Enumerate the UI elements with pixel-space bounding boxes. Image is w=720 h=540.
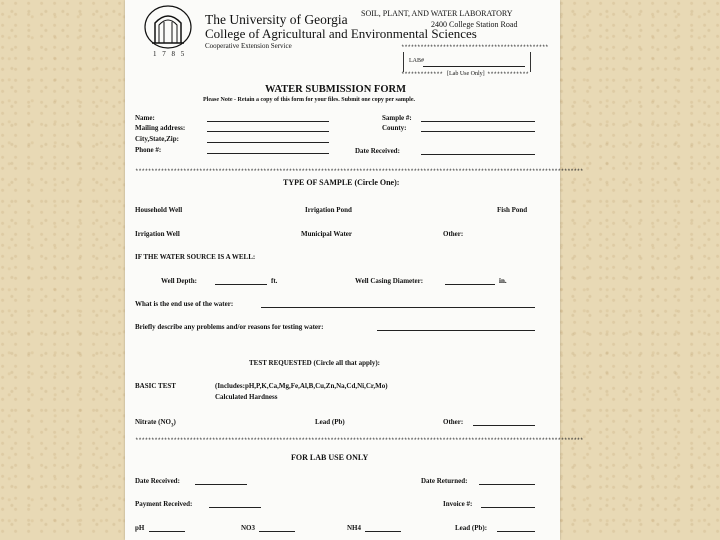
ph-label: pH bbox=[135, 524, 145, 532]
well-depth-field[interactable] bbox=[215, 284, 267, 285]
lab-name: SOIL, PLANT, AND WATER LABORATORY bbox=[361, 9, 513, 18]
form-title: WATER SUBMISSION FORM bbox=[265, 84, 406, 95]
form-note: Please Note - Retain a copy of this form for your files. Submit one copy per sample. bbox=[203, 97, 415, 103]
nitrate-option[interactable] bbox=[135, 418, 176, 428]
city-label: City,State,Zip: bbox=[135, 135, 179, 143]
well-depth-unit: ft. bbox=[271, 277, 278, 285]
no3-field[interactable] bbox=[259, 531, 295, 532]
fish-pond-option[interactable]: Fish Pond bbox=[497, 206, 528, 214]
nh4-field[interactable] bbox=[365, 531, 401, 532]
name-field[interactable] bbox=[207, 121, 329, 122]
name-label: Name: bbox=[135, 114, 155, 122]
sample-field[interactable] bbox=[421, 121, 535, 122]
basic-test-includes: (Includes:pH,P,K,Ca,Mg,Fe,Al,B,Cu,Zn,Na,Cd,Ni,Cr,Mo) bbox=[215, 382, 388, 390]
payment-field[interactable] bbox=[209, 507, 261, 508]
lab-box-left-border bbox=[403, 52, 404, 72]
no3-label: NO3 bbox=[241, 524, 255, 532]
sample-label: Sample #: bbox=[382, 114, 412, 122]
extension-service: Cooperative Extension Service bbox=[205, 42, 292, 50]
water-submission-form-page bbox=[125, 0, 584, 540]
divider-stars-1: ******************************************************************************************************************************************** bbox=[135, 168, 584, 175]
lab-box-right-border bbox=[530, 52, 531, 72]
county-label: County: bbox=[382, 124, 407, 132]
nitrate-close: ) bbox=[173, 418, 176, 426]
lab-box-bottom-border: ************* bbox=[401, 71, 443, 78]
nitrate-label: Nitrate (NO bbox=[135, 418, 171, 426]
household-well-option[interactable]: Household Well bbox=[135, 206, 183, 214]
invoice-field[interactable] bbox=[481, 507, 535, 508]
divider-stars-2: ******************************************************************************************************************************************** bbox=[135, 437, 584, 444]
lab-use-only-small: [Lab Use Only] bbox=[447, 71, 485, 77]
end-use-label: What is the end use of the water: bbox=[135, 300, 234, 308]
other-test-option[interactable]: Other: bbox=[443, 418, 464, 426]
invoice-label: Invoice #: bbox=[443, 500, 473, 508]
lab-use-heading: FOR LAB USE ONLY bbox=[291, 453, 369, 462]
date-received-label: Date Received: bbox=[355, 147, 400, 155]
tests-heading: TEST REQUESTED (Circle all that apply): bbox=[249, 359, 381, 367]
lead-option[interactable]: Lead (Pb) bbox=[315, 418, 345, 426]
well-casing-label: Well Casing Diameter: bbox=[355, 277, 424, 285]
lab-box-top-border: ********************************************** bbox=[401, 44, 549, 51]
ph-field[interactable] bbox=[149, 531, 185, 532]
problems-label: Briefly describe any problems and/or reasons for testing water: bbox=[135, 323, 324, 331]
university-name: The University of Georgia bbox=[205, 12, 348, 27]
well-casing-field[interactable] bbox=[445, 284, 495, 285]
lab-box-label: LAB# bbox=[409, 58, 424, 64]
other-test-field[interactable] bbox=[473, 425, 535, 426]
phone-field[interactable] bbox=[207, 153, 329, 154]
date-returned-field[interactable] bbox=[479, 484, 535, 485]
nitrate-subscript: 3 bbox=[170, 423, 174, 429]
mailing-label: Mailing address: bbox=[135, 124, 186, 132]
uga-arch-logo bbox=[143, 5, 193, 50]
irrigation-pond-option[interactable]: Irrigation Pond bbox=[305, 206, 352, 214]
well-heading: IF THE WATER SOURCE IS A WELL: bbox=[135, 253, 256, 261]
well-depth-label: Well Depth: bbox=[161, 277, 197, 285]
end-use-field[interactable] bbox=[261, 307, 535, 308]
logo-year: 1 7 8 5 bbox=[153, 50, 187, 58]
lab-lead-field[interactable] bbox=[497, 531, 535, 532]
problems-field[interactable] bbox=[377, 330, 535, 331]
basic-test-option[interactable]: BASIC TEST bbox=[135, 382, 176, 390]
payment-label: Payment Received: bbox=[135, 500, 193, 508]
date-received-field[interactable] bbox=[421, 154, 535, 155]
lab-date-received-field[interactable] bbox=[195, 484, 247, 485]
municipal-water-option[interactable]: Municipal Water bbox=[301, 230, 353, 238]
phone-label: Phone #: bbox=[135, 146, 162, 154]
other-sample-option[interactable]: Other: bbox=[443, 230, 464, 238]
lab-number-line bbox=[423, 66, 525, 67]
nh4-label: NH4 bbox=[347, 524, 361, 532]
city-field[interactable] bbox=[207, 142, 329, 143]
date-returned-label: Date Returned: bbox=[421, 477, 468, 485]
college-name: College of Agricultural and Environmental Sciences bbox=[205, 26, 477, 41]
calculated-hardness: Calculated Hardness bbox=[215, 393, 278, 401]
lab-lead-label: Lead (Pb): bbox=[455, 524, 488, 532]
mailing-field[interactable] bbox=[207, 131, 329, 132]
lab-address: 2400 College Station Road bbox=[431, 20, 518, 29]
lab-box-bottom-border-right: ************* bbox=[487, 71, 529, 78]
irrigation-well-option[interactable]: Irrigation Well bbox=[135, 230, 180, 238]
lab-date-received-label: Date Received: bbox=[135, 477, 180, 485]
sample-type-heading: TYPE OF SAMPLE (Circle One): bbox=[283, 178, 400, 187]
county-field[interactable] bbox=[421, 131, 535, 132]
well-casing-unit: in. bbox=[499, 277, 507, 285]
